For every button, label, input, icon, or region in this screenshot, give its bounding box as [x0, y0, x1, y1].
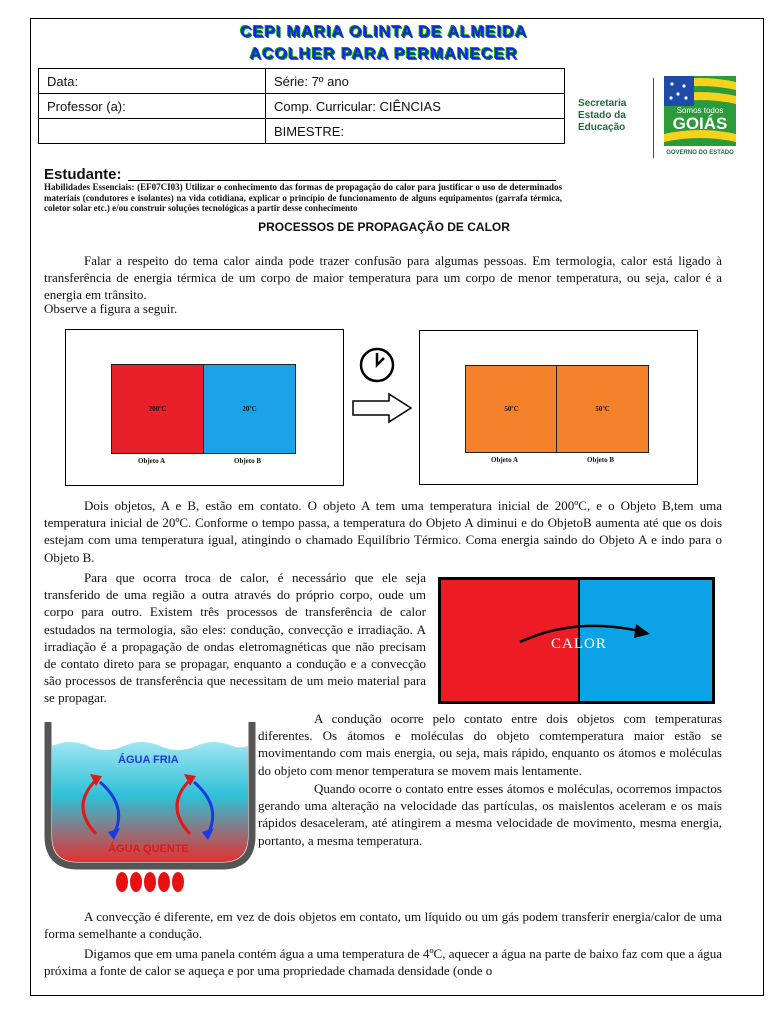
paragraph-pot-example: Digamos que em uma panela contém água a uma temperatura de 4ºC, aquecer a água na parte de baixo faz com que a água próxima a fonte de calor se aqueça e por uma propriedade chamada densidade (onde o	[44, 946, 722, 979]
logo-divider	[653, 78, 654, 158]
school-name: CEPI MARIA OLINTA DE ALMEIDA	[240, 24, 528, 41]
object-b-equilibrium: 50ºC	[556, 365, 649, 453]
goias-tagline: Somos todos	[676, 106, 724, 115]
date-cell: Data:	[39, 69, 266, 94]
paragraph-conduction: A condução ocorre pelo contato entre dois objetos com temperaturas diferentes. Os átomos e moléculas do objeto comtemperatura maior estão se movimentando com mais energia, ou seja, mais rápido, enquanto os átomos e moléculas do objeto com menor temperatura se movem mais lentamente.	[258, 711, 722, 778]
clock-icon	[357, 345, 397, 385]
paragraph-observe: Observe a figura a seguir.	[44, 301, 178, 316]
paragraph-thermal-equilibrium: Dois objetos, A e B, estão em contato. O objeto A tem uma temperatura inicial de 200ºC, e o Objeto B,tem uma temperatura inicial de 20ºC. Conforme o tempo passa, a temperatura do Objeto A diminui e do ObjetoB aumenta até que os dois estejam com uma temperatura igual, atingindo o chamado Equilíbrio Térmico. Coma energia saindo do Objeto A e indo para o Objeto B.	[44, 498, 722, 565]
heat-label: CALOR	[551, 636, 607, 652]
empty-cell	[39, 119, 266, 144]
hot-water-label: ÁGUA QUENTE	[108, 843, 189, 855]
object-a-equilibrium: 50ºC	[465, 365, 558, 453]
cold-water-label: ÁGUA FRIA	[118, 754, 179, 766]
label-object-b-before: Objeto B	[234, 457, 262, 465]
label-object-a-before: Objeto A	[138, 457, 166, 465]
secretaria-text: Secretaria Estado da Educação	[578, 98, 627, 133]
paragraph-intro: Falar a respeito do tema calor ainda pode trazer confusão para algumas pessoas. Em termologia, calor está ligado à transferência de energia térmica de um corpo de maior temperatura para um corpo de menor temperatura, ou seja, calor é a energia em trânsito.	[44, 253, 722, 303]
arrow-right-icon	[351, 392, 413, 424]
label-object-a-after: Objeto A	[491, 456, 519, 464]
paragraph-convection: A convecção é diferente, em vez de dois objetos em contato, um líquido ou um gás podem transferir energia/calor de uma forma semelhante a condução.	[44, 909, 722, 942]
section-title: PROCESSOS DE PROPAGAÇÃO DE CALOR	[258, 220, 510, 234]
school-motto: ACOLHER PARA PERMANECER	[249, 46, 519, 63]
convection-pot-figure	[40, 716, 260, 896]
teacher-cell: Professor (a):	[39, 94, 266, 119]
object-b-cold: 20ºC	[203, 364, 296, 454]
skills-text: Habilidades Essenciais: (EF07CI03) Utilizar o conhecimento das formas de propagação do calor para justificar o uso de determinados materiais (condutores e isolantes) na vida cotidiana, explicar o princípio de funcionamento de alguns equipamentos (garrafa térmica, coletor solar etc.) e/ou construir soluções tecnológicas a partir desse conhecimento	[44, 182, 562, 213]
header-table	[38, 68, 565, 144]
curriculum-cell: Comp. Curricular: CIÊNCIAS	[266, 94, 565, 119]
figure-heat-transfer	[438, 577, 715, 704]
goias-gov: GOVERNO DO ESTADO	[666, 150, 734, 156]
student-name-line	[128, 180, 556, 181]
object-a-hot: 200ºC	[111, 364, 204, 454]
paragraph-heat-processes: Para que ocorra troca de calor, é necessário que ele seja transferido de uma região a outra através do próprio corpo, oude um corpo para outro. Existem três processos de transferência de calor estudados na termologia, são eles: condução, convecção e irradiação. A irradiação é a propagação de ondas eletromagnéticas que não precisam de contato direto para se propagar, enquanto a condução e a convecção são processos de transferência que necessitam de um meio material para se propagar.	[44, 570, 426, 706]
paragraph-collisions: Quando ocorre o contato entre esses átomos e moléculas, ocorremos impactos gerando uma alteração na velocidade das partículas, os maislentos aceleram e os mais rápidos desaceleram, até atingirem a mesma velocidade de movimento, mesma energia, portanto, a mesma temperatura.	[258, 781, 722, 848]
series-cell: Série: 7º ano	[266, 69, 565, 94]
bimester-cell: BIMESTRE:	[266, 119, 565, 144]
goias-name: GOIÁS	[672, 114, 728, 133]
label-object-b-after: Objeto B	[587, 456, 615, 464]
student-label: Estudante:	[44, 166, 122, 183]
